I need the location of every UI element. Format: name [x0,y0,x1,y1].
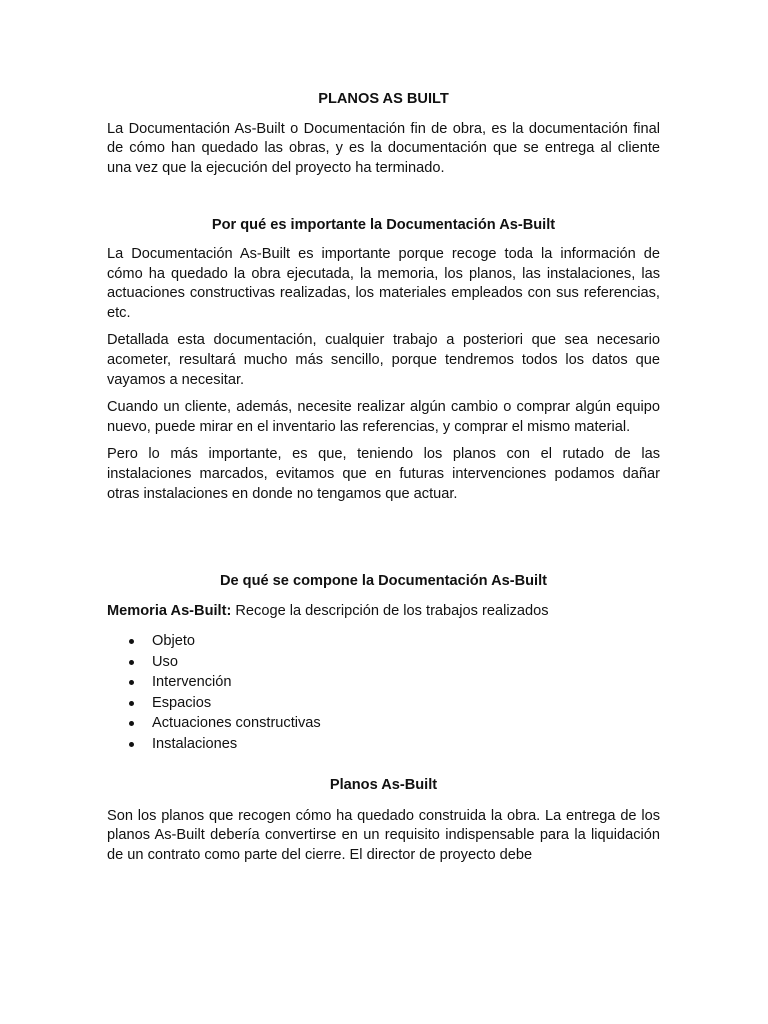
list-item-label: Intervención [152,674,232,691]
memoria-text: Recoge la descripción de los trabajos realizados [231,602,549,619]
list-item [107,693,660,714]
bullet-icon [129,701,134,706]
list-item [107,652,660,673]
list-item-label: Espacios [152,694,212,711]
list-item-label: Actuaciones constructivas [152,715,321,732]
list-item [107,631,660,652]
planos-paragraph: Son los planos que recogen cómo ha quedado construida la obra. La entrega de los planos As-Built debería convertirse en un requisito indispensable para la liquidación de un contrato como parte del cierre. El director de proyecto debe [107,807,660,864]
memoria-item-list [107,631,660,754]
list-item [107,672,660,693]
spacer [107,236,660,245]
spacer [107,754,660,776]
importance-paragraph-2: Detallada esta documentación, cualquier trabajo a posteriori que sea necesario acometer, resultará mucho más sencillo, porque tendremos todos los datos que vayamos a necesitar. [107,332,660,388]
bullet-icon [129,639,134,644]
list-item [107,734,660,755]
bullet-icon [129,680,134,685]
list-item-label: Instalaciones [152,735,238,752]
importance-paragraph-4: Pero lo más importante, es que, teniendo los planos con el rutado de las instalaciones marcados, evitamos que en futuras intervenciones podamos dañar otras instalaciones en donde no tengamos que actuar. [107,446,660,502]
bullet-icon [129,742,134,747]
spacer [107,796,660,807]
memoria-line [107,602,660,622]
list-item-label: Objeto [152,633,195,650]
list-item-label: Uso [152,653,178,670]
memoria-label: Memoria As-Built: [107,602,232,619]
intro-paragraph: La Documentación As-Built o Documentación fin de obra, es la documentación final de cómo han quedado las obras, y es la documentación que se entrega al cliente una vez que la ejecución del proyecto ha terminado. [107,120,660,176]
list-item [107,713,660,734]
section-heading-planos: Planos As-Built [329,777,438,794]
spacer [107,592,660,602]
importance-paragraph-1: La Documentación As-Built es importante porque recoge toda la información de cómo ha quedado la obra ejecutada, la memoria, los planos, las instalaciones, las actuaciones constructivas realizadas, los materiales empleados con sus referencias, etc. [107,245,660,321]
document-title: PLANOS AS BUILT [318,91,449,107]
spacer [107,178,660,216]
importance-paragraph-3: Cuando un cliente, además, necesite realizar algún cambio o comprar algún equipo nuevo, puede mirar en el inventario las referencias, y comprar el mismo material. [107,399,660,435]
section-heading-composition: De qué se compone la Documentación As-Built [219,573,548,590]
spacer [107,504,660,572]
bullet-icon [129,721,134,726]
bullet-icon [129,660,134,665]
section-heading-importance: Por qué es importante la Documentación As-Built [211,217,556,234]
document-page [107,90,660,866]
